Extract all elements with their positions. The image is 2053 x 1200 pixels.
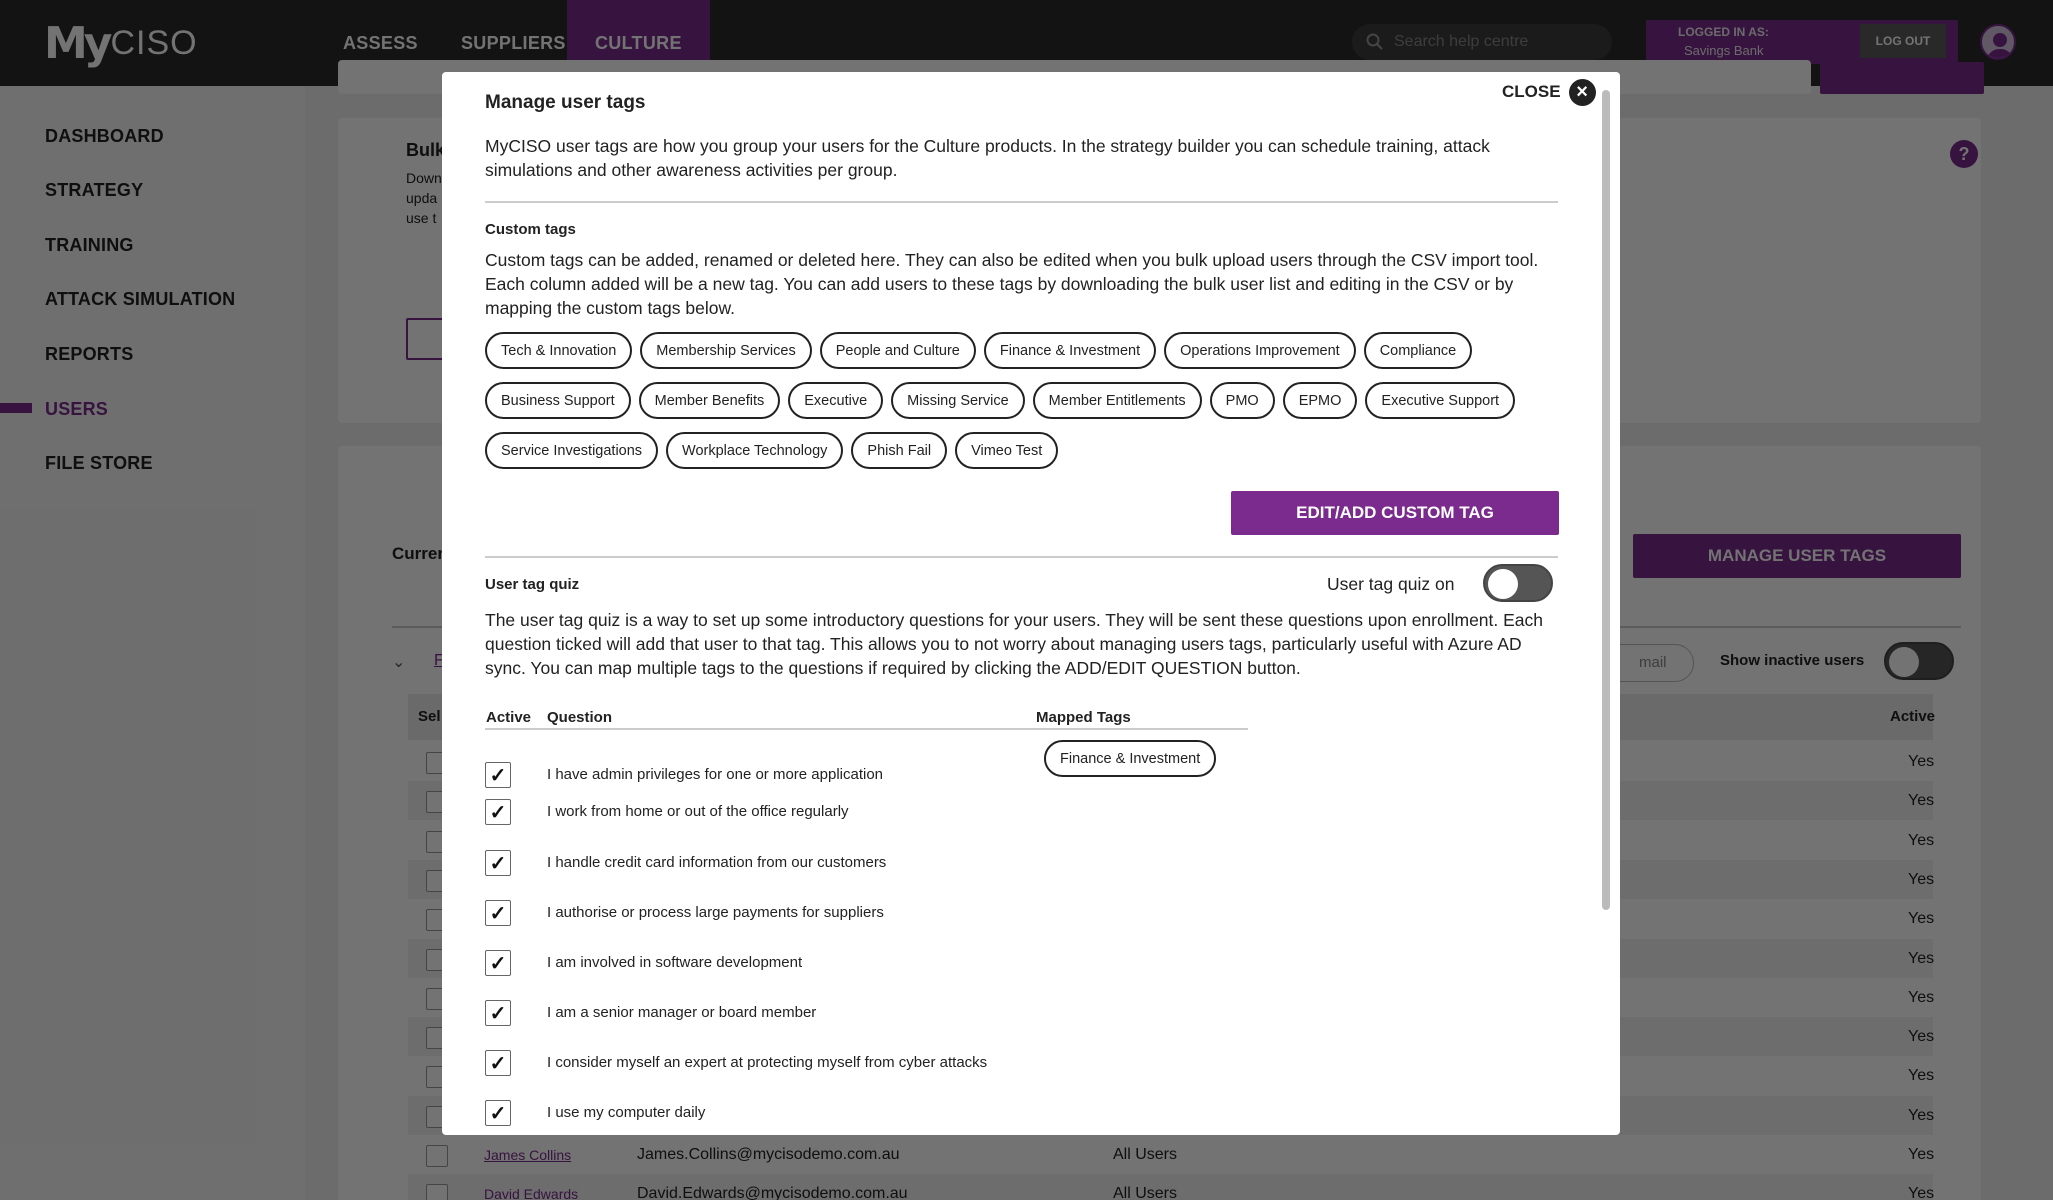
tag-tech-innovation[interactable]: Tech & Innovation [485, 332, 632, 369]
question-text: I work from home or out of the office regularly [547, 803, 849, 820]
question-text: I have admin privileges for one or more application [547, 766, 884, 783]
edit-add-custom-tag-button[interactable]: EDIT/ADD CUSTOM TAG [1231, 491, 1559, 535]
tag-missing-service[interactable]: Missing Service [891, 382, 1025, 419]
tag-member-benefits[interactable]: Member Benefits [639, 382, 781, 419]
manage-user-tags-modal [442, 72, 1620, 1135]
close-icon[interactable]: × [1569, 79, 1596, 106]
quiz-description: The user tag quiz is a way to set up some introductory questions for your users. They will be sent these questions upon enrollment. Each question ticked will add that user to that tag. This allows you to not worry about managing users tags, particularly useful with Azure AD sync. You can map multiple tags to the questions if required by clicking the ADD/EDIT QUESTION button. [485, 610, 1544, 678]
question-checkbox[interactable]: ✓ [485, 900, 511, 926]
tag-finance-investment[interactable]: Finance & Investment [984, 332, 1156, 369]
tag-compliance[interactable]: Compliance [1364, 332, 1473, 369]
question-checkbox[interactable]: ✓ [485, 850, 511, 876]
tag-executive-support[interactable]: Executive Support [1365, 382, 1515, 419]
question-text: I am a senior manager or board member [547, 1004, 817, 1021]
question-checkbox[interactable]: ✓ [485, 762, 511, 788]
custom-tags-description: Custom tags can be added, renamed or deleted here. They can also be edited when you bulk upload users through the CSV import tool. Each column added will be a new tag. You can add users to these tags by downloading the bulk user list and editing in the CSV or by mapping the custom tags below. [485, 250, 1539, 318]
tag-workplace-technology[interactable]: Workplace Technology [666, 432, 843, 469]
tag-phish-fail[interactable]: Phish Fail [851, 432, 947, 469]
tag-vimeo-test[interactable]: Vimeo Test [955, 432, 1058, 469]
custom-tags-heading: Custom tags [485, 221, 576, 238]
modal-scrollbar[interactable] [1602, 90, 1610, 910]
question-checkbox[interactable]: ✓ [485, 1000, 511, 1026]
tag-pmo[interactable]: PMO [1210, 382, 1275, 419]
question-checkbox[interactable]: ✓ [485, 1100, 511, 1126]
mapped-tag[interactable]: Finance & Investment [1044, 740, 1216, 777]
close-button[interactable] [1502, 72, 1596, 112]
question-checkbox[interactable]: ✓ [485, 1050, 511, 1076]
tag-row [485, 382, 1515, 419]
tag-row [485, 432, 1058, 469]
quiz-toggle-label: User tag quiz on [1327, 574, 1455, 594]
question-checkbox[interactable]: ✓ [485, 799, 511, 825]
question-column-header: Question [547, 709, 613, 726]
tag-executive[interactable]: Executive [788, 382, 883, 419]
quiz-toggle[interactable] [1483, 564, 1553, 602]
question-text: I am involved in software development [547, 954, 803, 971]
tag-member-entitlements[interactable]: Member Entitlements [1033, 382, 1202, 419]
tag-epmo[interactable]: EPMO [1283, 382, 1358, 419]
question-text: I authorise or process large payments for suppliers [547, 904, 884, 921]
question-text: I consider myself an expert at protecting myself from cyber attacks [547, 1054, 988, 1071]
active-column-header: Active [486, 709, 532, 726]
tag-operations-improvement[interactable]: Operations Improvement [1164, 332, 1356, 369]
divider [485, 201, 1558, 203]
tag-business-support[interactable]: Business Support [485, 382, 631, 419]
close-label: CLOSE [1502, 82, 1561, 101]
question-checkbox[interactable]: ✓ [485, 950, 511, 976]
mapped-tags-column-header: Mapped Tags [1036, 709, 1131, 726]
divider [485, 556, 1558, 558]
tag-membership-services[interactable]: Membership Services [640, 332, 811, 369]
question-text: I use my computer daily [547, 1104, 706, 1121]
tag-row [485, 332, 1472, 369]
quiz-heading: User tag quiz [485, 576, 580, 593]
intro-text: MyCISO user tags are how you group your users for the Culture products. In the strategy builder you can schedule training, attack simulations and other awareness activities per group. [485, 136, 1490, 180]
modal-title: Manage user tags [485, 92, 646, 113]
divider [485, 728, 1248, 730]
question-text: I handle credit card information from our customers [547, 854, 887, 871]
tag-people-and-culture[interactable]: People and Culture [820, 332, 976, 369]
tag-service-investigations[interactable]: Service Investigations [485, 432, 658, 469]
